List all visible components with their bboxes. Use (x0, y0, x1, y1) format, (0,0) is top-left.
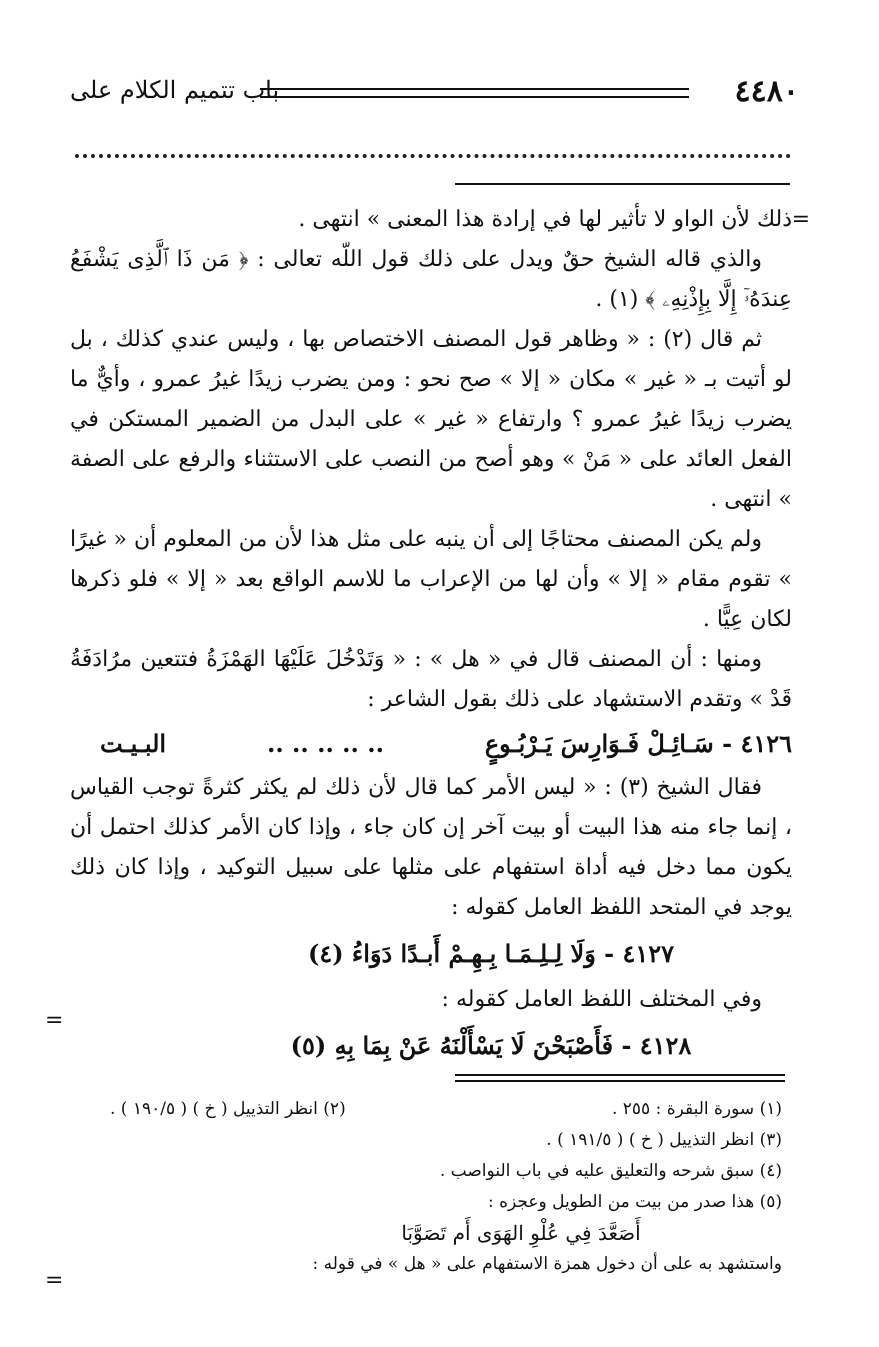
page-header (70, 70, 799, 110)
dotted-separator (75, 154, 791, 158)
verse-4126-number: ٤١٢٦ - (722, 729, 792, 758)
paragraph-7: وفي المختلف اللفظ العامل كقوله : (441, 987, 762, 1012)
paragraph-3: ثم قال (٢) : « وظاهر قول المصنف الاختصاص بها ، وليس عندي كذلك ، بل لو أتيت بـ « غير » مكان « إلا » صح نحو : ومن يضرب زيدًا غيرُ عمرو ، وأيٌّ ما يضرب زيدًا غيرُ عمرو ؟ وارتفاع « غير » على البدل من الضمير المستكن في الفعل العائد على « مَنْ » وهو أصح من النصب على الاستثناء والرفع على الصفة » انتهى . (70, 327, 792, 512)
paragraph-1: ذلك لأن الواو لا تأثير لها في إرادة هذا المعنى » انتهى . (298, 207, 792, 232)
footnote-row-1 (110, 1094, 782, 1125)
footnote-3: (٣) انظر التذييل ( خ ) ( ١٩١/٥ ) . (546, 1130, 782, 1150)
verse-4126-dots: .. .. .. .. .. (266, 729, 384, 758)
paragraph-4: ولم يكن المصنف محتاجًا إلى أن ينبه على مثل هذا لأن من المعلوم أن « غيرًا » تقوم مقام « إلا » وأن لها من الإعراب ما للاسم الواقع بعد « إلا » فلو ذكرها لكان عِيًّا . (70, 527, 792, 632)
footnote-1: (١) سورة البقرة : ٢٥٥ . (611, 1099, 782, 1119)
footnote-rule (455, 1074, 785, 1082)
main-text (70, 200, 810, 1072)
verse-4126-start (485, 720, 792, 768)
margin-mark-1: = (45, 1008, 64, 1033)
footnote-5: (٥) هذا صدر من بيت من الطويل وعجزه : (487, 1192, 782, 1212)
running-title: باب تتميم الكلام على (70, 76, 280, 104)
verse-4126-tail: البـيـت (100, 729, 167, 758)
paragraph-2: والذي قاله الشيخ حقٌ ويدل على ذلك قول اللّه تعالى : ﴿ مَن ذَا ٱلَّذِى يَشْفَعُ عِندَهُۥٓ إِلَّا بِإِذْنِهِۦ ﴾ (١) . (70, 247, 792, 312)
verse-4126-text: سَـائِـلْ فَـوَارِسَ يَـرْبُـوعٍ (484, 729, 714, 758)
page-number: ٤٤٨٠ (734, 74, 799, 109)
footnote-5-end: واستشهد به على أن دخول همزة الاستفهام على « هل » في قوله : (312, 1254, 782, 1274)
footnote-5-verse: أَصَعَّدَ فِي عُلْوِ الهَوَى أَم تَصَوَّبَا (401, 1221, 641, 1245)
verse-4126 (70, 720, 792, 768)
top-short-rule (455, 183, 790, 185)
margin-mark-2: = (45, 1268, 64, 1293)
paragraph-6: فقال الشيخ (٣) : « ليس الأمر كما قال لأن ذلك لم يكثر كثرةً توجب القياس ، إنما جاء منه هذا البيت أو بيت آخر إن كان جاء ، وإذا كان الأمر كذلك احتمل أن يكون مما دخل فيه أداة استفهام على مثلها على سبيل التوكيد ، وإذا كان ذلك يوجد في المتحد اللفظ العامل كقوله : (70, 775, 792, 920)
verse-4127: ٤١٢٧ - وَلَا لِـلِـمَـا بِـهِـمْ أَبـدًا دَوَاءُ (٤) (307, 939, 675, 968)
footnote-4: (٤) سبق شرحه والتعليق عليه في باب النواصب . (439, 1161, 782, 1181)
footnote-2: (٢) انظر التذييل ( خ ) ( ١٩٠/٥ ) . (110, 1099, 346, 1119)
footnotes (110, 1094, 782, 1280)
continuation-mark: = (791, 207, 810, 232)
header-double-rule (260, 88, 689, 98)
paragraph-5: ومنها : أن المصنف قال في « هل » : « وَتَدْخُلَ عَلَيْهَا الهَمْزَةُ فتتعين مرُادَفَةُ قَدْ » وتقدم الاستشهاد على ذلك بقول الشاعر : (70, 647, 792, 712)
verse-4128: ٤١٢٨ - فَأَصْبَحْنَ لَا يَسْأَلْنَهُ عَنْ بِمَا بِهِ (٥) (290, 1031, 692, 1060)
